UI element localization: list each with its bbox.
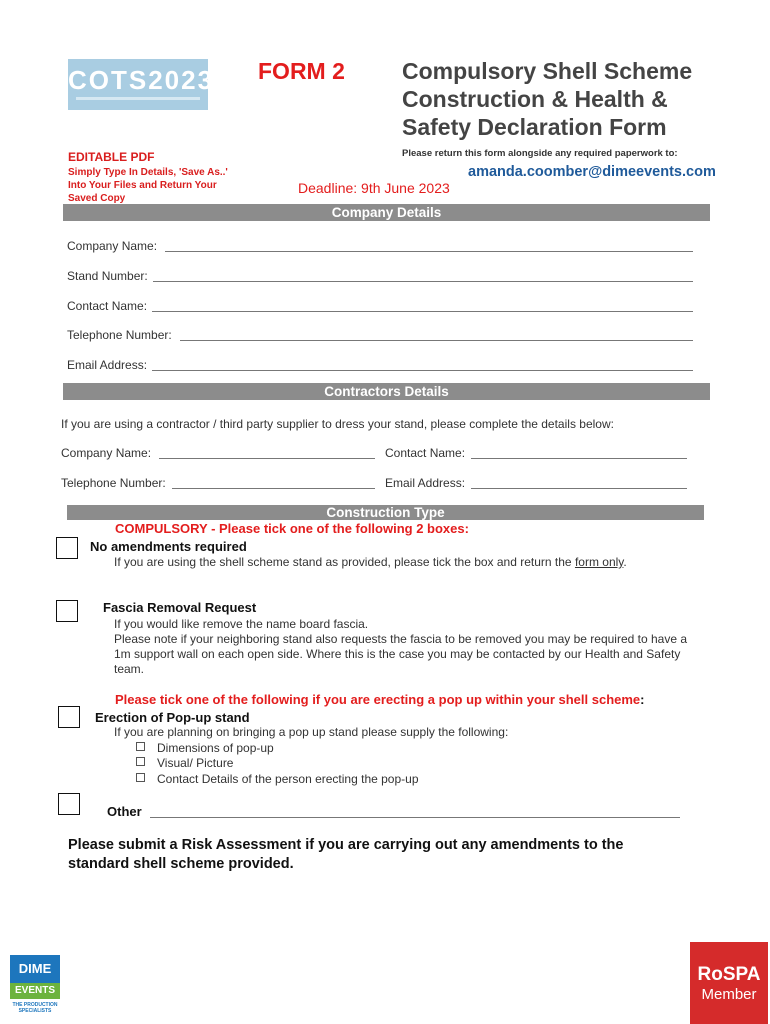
no-amendments-description: If you are using the shell scheme stand as provided, please tick the box and return the form only.	[114, 555, 627, 569]
popup-requirement-item: Dimensions of pop-up	[136, 741, 274, 755]
dime-logo-top: DIME	[10, 955, 60, 983]
company-name-label: Company Name:	[67, 239, 158, 253]
popup-requirement-item: Contact Details of the person erecting the pop-up	[136, 772, 419, 786]
risk-assessment-note: Please submit a Risk Assessment if you are carrying out any amendments to the standard shell scheme provided.	[68, 837, 624, 872]
no-amendments-checkbox[interactable]	[56, 537, 78, 559]
contact-email-link[interactable]: amanda.coomber@dimeevents.com	[468, 164, 716, 180]
contractor-telephone-field[interactable]	[172, 488, 375, 489]
company-details-heading: Company Details	[63, 204, 710, 221]
rospa-member-logo	[690, 942, 768, 1024]
telephone-number-field[interactable]	[180, 340, 693, 341]
fascia-removal-label: Fascia Removal Request	[103, 600, 257, 615]
editable-instructions: Simply Type In Details, 'Save As..' Into Your Files and Return Your Saved Copy	[68, 167, 228, 204]
form-only-text: form only	[574, 555, 624, 569]
fascia-removal-line1: If you would like remove the name board fascia.	[114, 617, 369, 631]
other-checkbox[interactable]	[58, 793, 80, 815]
contractors-details-heading: Contractors Details	[63, 383, 710, 400]
form-number: FORM 2	[258, 58, 345, 84]
cots-logo	[68, 59, 215, 110]
construction-type-heading: Construction Type	[67, 505, 704, 520]
stand-number-label: Stand Number:	[67, 269, 148, 283]
contractor-email-label: Email Address:	[385, 476, 466, 490]
rospa-logo-title: RoSPA	[697, 964, 761, 985]
dime-events-logo	[10, 955, 60, 1014]
popup-stand-checkbox[interactable]	[58, 706, 80, 728]
other-label: Other	[107, 804, 142, 819]
bullet-square-icon	[136, 757, 145, 766]
other-field[interactable]	[150, 817, 680, 818]
rospa-logo-member: Member	[701, 986, 757, 1003]
contact-name-field[interactable]	[152, 311, 693, 312]
fascia-removal-line2: Please note if your neighboring stand also requests the fascia to be removed you may be required to have a 1m support wall on each open side. Where this is the case you may be contacted by our Health and Safety team.	[114, 632, 688, 676]
popup-requirement-item: Visual/ Picture	[136, 756, 233, 770]
contractor-contact-name-label: Contact Name:	[385, 446, 466, 460]
cots-logo-text: COTS2023	[68, 65, 215, 95]
contractors-intro: If you are using a contractor / third party supplier to dress your stand, please complete the details below:	[61, 417, 614, 431]
bullet-square-icon	[136, 742, 145, 751]
editable-pdf-label: EDITABLE PDF	[68, 150, 155, 164]
contractor-company-name-field[interactable]	[159, 458, 375, 459]
contractor-company-name-label: Company Name:	[61, 446, 152, 460]
company-name-field[interactable]	[165, 251, 693, 252]
no-amendments-label: No amendments required	[90, 539, 247, 554]
dime-tagline: THE PRODUCTION SPECIALISTS	[12, 1002, 58, 1014]
contractor-contact-name-field[interactable]	[471, 458, 687, 459]
page-title: Compulsory Shell Scheme Construction & Health & Safety Declaration Form	[402, 58, 693, 140]
deadline: Deadline: 9th June 2023	[298, 180, 450, 196]
stand-number-field[interactable]	[153, 281, 693, 282]
contractor-email-field[interactable]	[471, 488, 687, 489]
telephone-number-label: Telephone Number:	[67, 328, 172, 342]
popup-stand-description: If you are planning on bringing a pop up stand please supply the following:	[114, 725, 509, 739]
cots-logo-underline	[76, 97, 200, 100]
email-address-label: Email Address:	[67, 358, 148, 372]
email-address-field[interactable]	[152, 370, 693, 371]
fascia-removal-checkbox[interactable]	[56, 600, 78, 622]
contractor-telephone-label: Telephone Number:	[61, 476, 166, 490]
compulsory-note: COMPULSORY - Please tick one of the following 2 boxes:	[115, 521, 469, 536]
dime-logo-bottom: EVENTS	[10, 983, 60, 999]
popup-note: Please tick one of the following if you are erecting a pop up within your shell scheme:	[115, 692, 645, 707]
popup-stand-label: Erection of Pop-up stand	[95, 710, 250, 725]
return-note: Please return this form alongside any required paperwork to:	[402, 148, 678, 159]
contact-name-label: Contact Name:	[67, 299, 148, 313]
bullet-square-icon	[136, 773, 145, 782]
